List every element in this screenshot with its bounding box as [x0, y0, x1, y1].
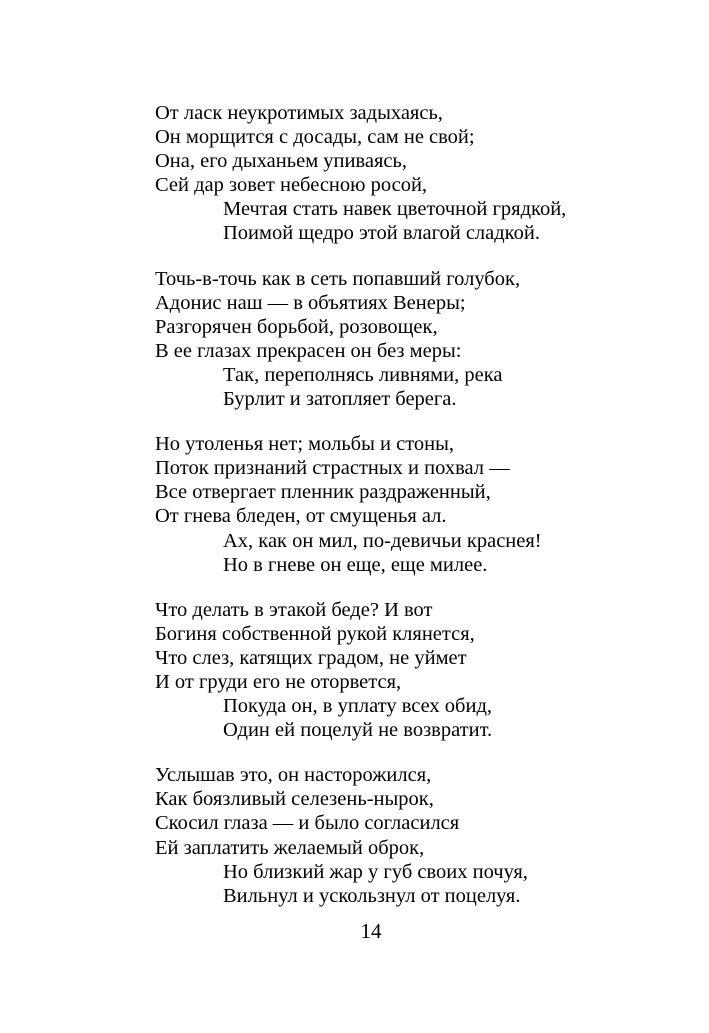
poem-line: И от груди его не оторвется, [155, 670, 402, 693]
poem-line: Но утоленья нет; мольбы и стоны, [155, 433, 455, 456]
poem-line: Но близкий жар у губ своих почуя, [223, 860, 528, 883]
poem-line: Так, переполнясь ливнями, река [223, 363, 503, 386]
stanza [155, 101, 566, 246]
poem-line: Один ей поцелуй не возвратит. [223, 719, 493, 742]
poem-line: Скосил глаза — и было согласился [155, 812, 460, 835]
poem-line: Услышав это, он насторожился, [155, 764, 432, 787]
stanza [155, 432, 566, 577]
poem-line: От ласк неукротимых задыхаясь, [155, 102, 443, 124]
poem-line: Точь-в-точь как в сеть попавший голубок, [155, 267, 521, 290]
poem-line: От гнева бледен, от смущенья ал. [155, 505, 447, 528]
poem-line: Он морщится с досады, сам не свой; [155, 126, 475, 149]
page-number: 14 [360, 919, 382, 943]
poem-line: Мечтая стать навек цветочной грядкой, [223, 198, 567, 221]
poem-line: Покуда он, в уплату всех обид, [223, 695, 493, 718]
poem-line: Богиня собственной рукой клянется, [155, 622, 475, 645]
poem-line: Но в гневе он еще, еще милее. [223, 553, 488, 576]
poem-line: Бурлит и затопляет берега. [223, 388, 457, 411]
poem-line: Поимой щедро этой влагой сладкой. [223, 222, 540, 245]
stanza [155, 763, 566, 908]
poem-line: Она, его дыханьем упиваясь, [155, 150, 407, 173]
poem-line: Сей дар зовет небесною росой, [155, 174, 428, 197]
poem-line: Как боязливый селезень-нырок, [155, 788, 434, 811]
poem-line: В ее глазах прекрасен он без меры: [155, 339, 462, 362]
poem-line: Вильнул и ускользнул от поцелуя. [223, 884, 521, 907]
poem-line: Поток признаний страстных и похвал — [155, 457, 510, 480]
poem-text [155, 101, 566, 929]
poem-line: Ей заплатить желаемый оброк, [155, 836, 425, 859]
poem-line: Ах, как он мил, по-девичьи краснея! [223, 529, 542, 552]
poem-line: Адонис наш — в объятиях Венеры; [155, 291, 466, 314]
stanza [155, 598, 566, 743]
poem-line: Что слез, катящих градом, не уймет [155, 646, 467, 669]
poem-line: Разгорячен борьбой, розовощек, [155, 315, 438, 338]
poem-line: Все отвергает пленник раздраженный, [155, 481, 491, 504]
stanza [155, 267, 566, 412]
poem-line: Что делать в этакой беде? И вот [155, 598, 433, 621]
